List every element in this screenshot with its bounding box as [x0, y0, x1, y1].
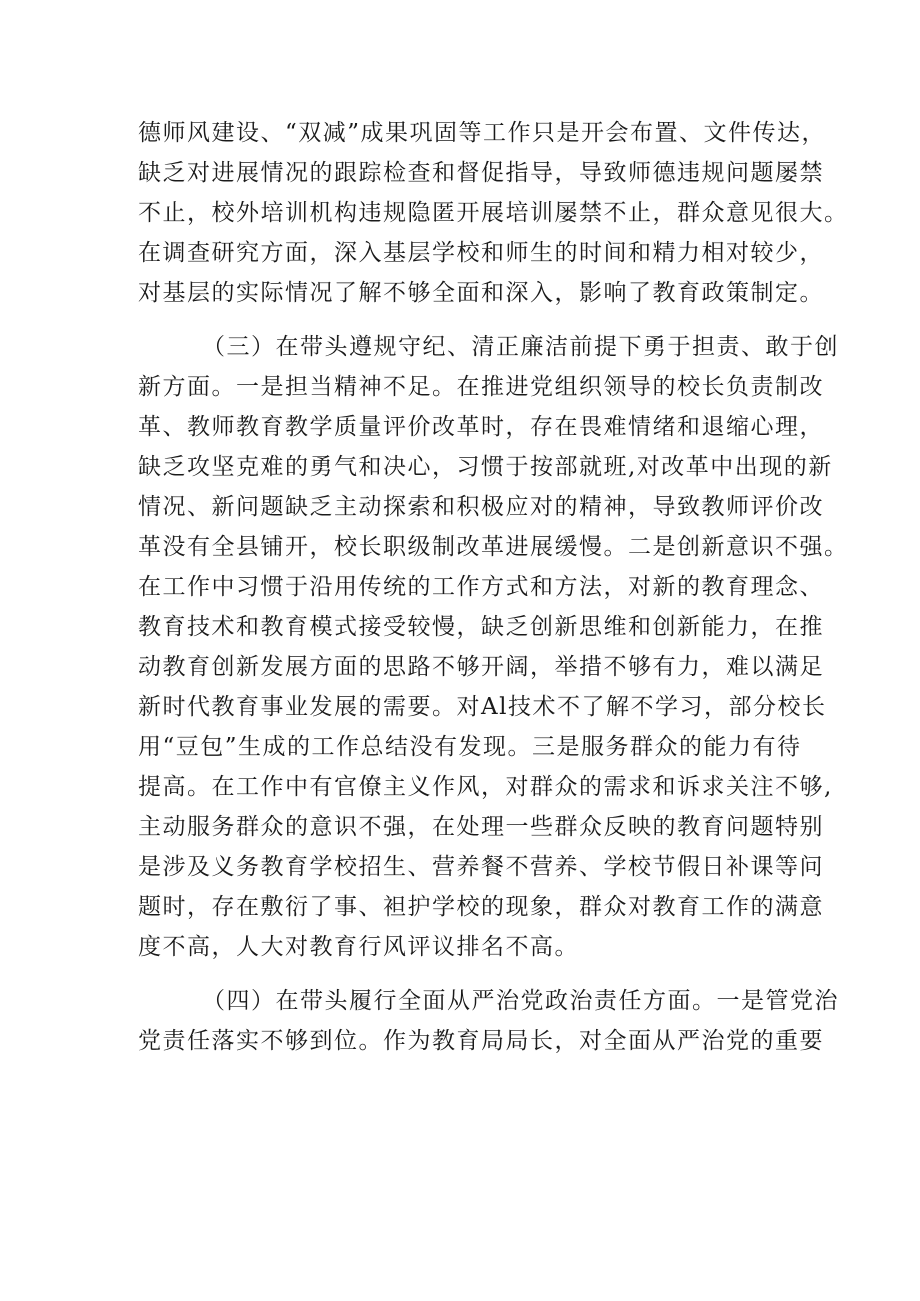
- text-line: 党责任落实不够到位。作为教育局局长，对全面从严治党的重要: [138, 1028, 824, 1054]
- text-line: 用“豆包”生成的工作总结没有发现。三是服务群众的能力有待: [138, 734, 802, 760]
- section-heading-line: （四）在带头履行全面从严治党政治责任方面。一是管党治: [202, 988, 839, 1014]
- text-line: 是涉及义务教育学校招生、营养餐不营养、学校节假日补课等问: [138, 854, 824, 880]
- text-line: 缺乏攻坚克难的勇气和决心，习惯于按部就班,对改革中出现的新: [138, 454, 833, 480]
- text-line: 提高。在工作中有官僚主义作风，对群众的需求和诉求关注不够,: [138, 774, 833, 800]
- text-line: 动教育创新发展方面的思路不够开阔，举措不够有力，难以满足: [138, 654, 824, 680]
- text-line: 新时代教育事业发展的需要。对Al技术不了解不学习，部分校长: [138, 694, 827, 720]
- text-line: 缺乏对进展情况的跟踪检查和督促指导，导致师德违规问题屡禁: [138, 160, 824, 186]
- text-line: 在工作中习惯于沿用传统的工作方式和方法，对新的教育理念、: [138, 574, 824, 600]
- text-line: 在调查研究方面，深入基层学校和师生的时间和精力相对较少，: [138, 240, 824, 266]
- text-line: 德师风建设、“双减”成果巩固等工作只是开会布置、文件传达，: [138, 120, 827, 146]
- text-line: 革、教师教育教学质量评价改革时，存在畏难情绪和退缩心理，: [138, 414, 824, 440]
- text-line: 度不高，人大对教育行风评议排名不高。: [138, 934, 579, 960]
- text-line: 教育技术和教育模式接受较慢，缺乏创新思维和创新能力，在推: [138, 614, 824, 640]
- text-line: 革没有全县铺开，校长职级制改革进展缓慢。二是创新意识不强。: [138, 534, 849, 560]
- text-line: 对基层的实际情况了解不够全面和深入，影响了教育政策制定。: [138, 280, 824, 306]
- text-line: 题时，存在敷衍了事、袒护学校的现象，群众对教育工作的满意: [138, 894, 824, 920]
- section-heading-line: （三）在带头遵规守纪、清正廉洁前提下勇于担责、敢于创: [202, 334, 839, 360]
- text-line: 不止，校外培训机构违规隐匿开展培训屡禁不止，群众意见很大。: [138, 200, 849, 226]
- text-line: 主动服务群众的意识不强，在处理一些群众反映的教育问题特别: [138, 814, 824, 840]
- text-line: 情况、新问题缺乏主动探索和积极应对的精神，导致教师评价改: [138, 494, 824, 520]
- text-line: 新方面。一是担当精神不足。在推进党组织领导的校长负责制改: [138, 374, 824, 400]
